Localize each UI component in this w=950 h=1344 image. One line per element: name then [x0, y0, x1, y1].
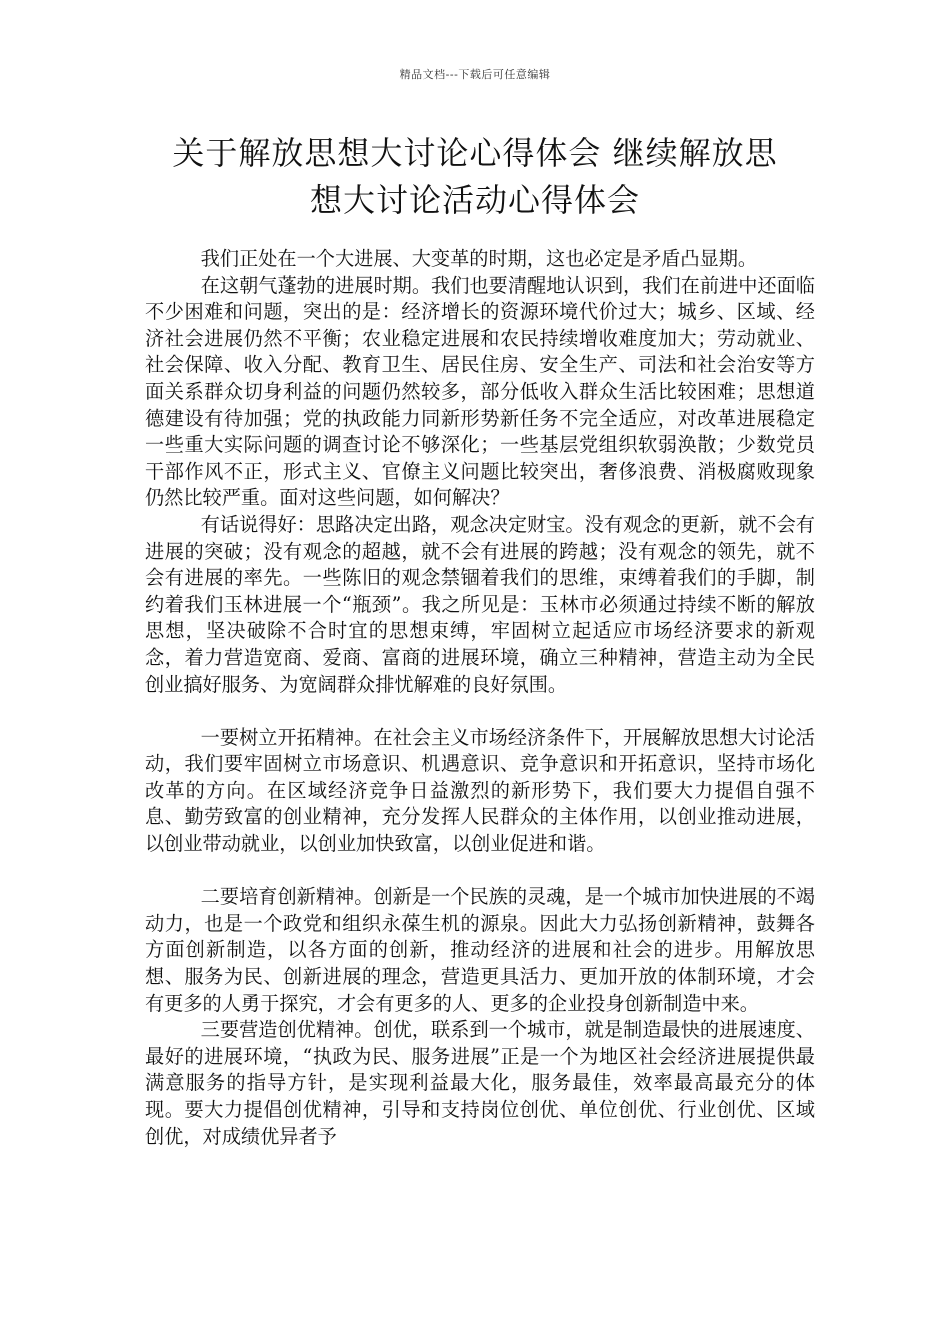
paragraph-2: 在这朝气蓬勃的进展时期。我们也要清醒地认识到，我们在前进中还面临不少困难和问题，突出的是：经济增长的资源环境代价过大；城乡、区域、经济社会进展仍然不平衡；农业稳定进展和农民持续增收难度加大；劳动就业、社会保障、收入分配、教育卫生、居民住房、安全生产、司法和社会治安等方面关系群众切身利益的问题仍然较多，部分低收入群众生活比较困难；思想道德建设有待加强；党的执政能力同新形势新任务不完全适应，对改革进展稳定一些重大实际问题的调查讨论不够深化；一些基层党组织软弱涣散；少数党员干部作风不正，形式主义、官僚主义问题比较突出，奢侈浪费、消极腐败现象仍然比较严重。面对这些问题，如何解决？: [145, 273, 815, 510]
paragraph-3: 有话说得好：思路决定出路，观念决定财宝。没有观念的更新，就不会有进展的突破；没有观念的超越，就不会有进展的跨越；没有观念的领先，就不会有进展的率先。一些陈旧的观念禁锢着我们的思维，束缚着我们的手脚，制约着我们玉林进展一个“瓶颈”。我之所见是：玉林市必须通过持续不断的解放思想，坚决破除不合时宜的思想束缚，牢固树立起适应市场经济要求的新观念，着力营造宽商、爱商、富商的进展环境，确立三种精神，营造主动为全民创业搞好服务、为宽阔群众排忧解难的良好氛围。: [145, 512, 815, 696]
document-body: [145, 246, 815, 1150]
paragraph-5: 二要培育创新精神。创新是一个民族的灵魂，是一个城市加快进展的不竭动力，也是一个政党和组织永葆生机的源泉。因此大力弘扬创新精神，鼓舞各方面创新制造，以各方面的创新，推动经济的进展和社会的进步。用解放思想、服务为民、创新进展的理念，营造更具活力、更加开放的体制环境，才会有更多的人勇于探究，才会有更多的人、更多的企业投身创新制造中来。: [145, 885, 815, 1015]
paragraph-4: 一要树立开拓精神。在社会主义市场经济条件下，开展解放思想大讨论活动，我们要牢固树立市场意识、机遇意识、竞争意识和开拓意识，坚持市场化改革的方向。在区域经济竞争日益激烈的新形势下，我们要大力提倡自强不息、勤劳致富的创业精神，充分发挥人民群众的主体作用，以创业推动进展，以创业带动就业，以创业加快致富，以创业促进和谐。: [145, 725, 815, 856]
document-title: [120, 130, 830, 224]
paragraph-6: 三要营造创优精神。创优，联系到一个城市，就是制造最快的进展速度、最好的进展环境，“执政为民、服务进展”正是一个为地区社会经济进展提供最满意服务的指导方针，是实现利益最大化，服务最佳，效率最高最充分的体现。要大力提倡创优精神，引导和支持岗位创优、单位创优、行业创优、区域创优，对成绩优异者予: [145, 1018, 815, 1148]
title-line-1: 关于解放思想大讨论心得体会 继续解放思: [172, 134, 778, 172]
page-header: 精品文档---下载后可任意编辑: [399, 68, 551, 81]
paragraph-1: 我们正处在一个大进展、大变革的时期，这也必定是矛盾凸显期。: [200, 247, 758, 270]
title-line-2: 想大讨论活动心得体会: [309, 181, 640, 219]
